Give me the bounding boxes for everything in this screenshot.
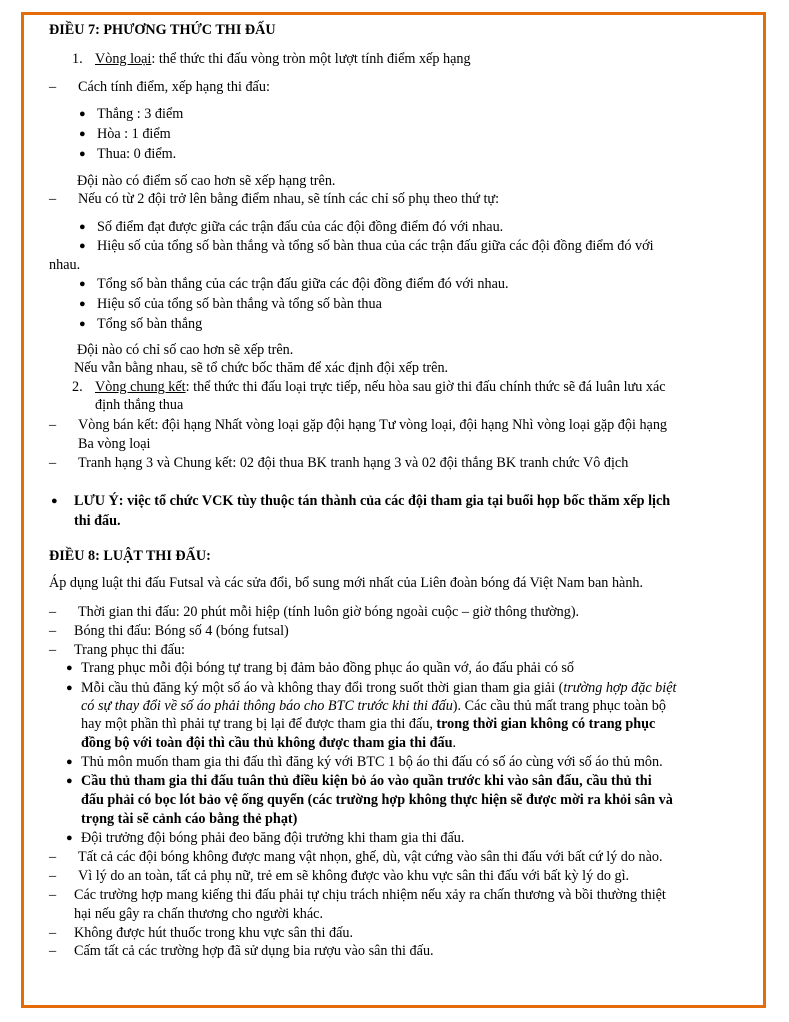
scoring-loss: Thua: 0 điểm.	[97, 146, 177, 162]
bullet-icon: ●	[51, 495, 58, 507]
bullet-icon: ●	[66, 682, 73, 694]
bullet-icon: ●	[79, 108, 86, 120]
note-text: LƯU Ý: việc tổ chức VCK tùy thuộc tán thành của các đội tham gia tại buổi họp bốc thăm xếp lịch	[74, 493, 671, 509]
bullet-icon: ●	[79, 240, 86, 252]
tie-criterion-2-cont: nhau.	[49, 257, 81, 273]
kit-rule-2-text: hay một phần thì phải tự trang bị lại để được tham gia thi đấu,	[81, 716, 437, 732]
dash-marker: –	[49, 604, 57, 620]
bullet-icon: ●	[66, 756, 73, 768]
semifinal-cont: Ba vòng loại	[78, 436, 151, 452]
kit-rule-2-line-3	[81, 715, 786, 734]
rule-glasses-cont: hại nếu gây ra chấn thương cho người khác.	[74, 906, 324, 922]
rule-alcohol: Cấm tất cả các trường hợp đã sử dụng bia rượu vào sân thi đấu.	[74, 943, 434, 959]
dash-marker: –	[49, 849, 57, 865]
article-7-heading: ĐIỀU 7: PHƯƠNG THỨC THI ĐẤU	[49, 22, 276, 38]
tie-criterion-4: Hiệu số của tổng số bàn thắng và tổng số bàn thua	[97, 296, 382, 312]
scoring-intro: Cách tính điểm, xếp hạng thi đấu:	[78, 79, 270, 95]
dash-marker: –	[49, 925, 57, 941]
final-text: Tranh hạng 3 và Chung kết: 02 đội thua BK tranh hạng 3 và 02 đội thắng BK tranh chức Vô địch	[78, 455, 629, 471]
kit-rule-4-line-3: trọng tài sẽ cảnh cáo bằng thẻ phạt)	[81, 811, 298, 827]
dash-marker: –	[49, 79, 57, 95]
bullet-icon: ●	[66, 662, 73, 674]
dash-marker: –	[49, 417, 57, 433]
item-1-text: : thể thức thi đấu vòng tròn một lượt tính điểm xếp hạng	[151, 51, 471, 67]
item-2-term: Vòng chung kết	[95, 379, 186, 395]
bullet-icon: ●	[79, 128, 86, 140]
bullet-icon: ●	[79, 318, 86, 330]
tie-intro: Nếu có từ 2 đội trở lên bằng điểm nhau, sẽ tính các chỉ số phụ theo thứ tự:	[78, 191, 500, 207]
tie-criterion-2: Hiệu số của tổng số bàn thắng và tổng số bàn thua của các trận đấu giữa các đội đồng điểm đó với	[97, 238, 654, 254]
rule-glasses: Các trường hợp mang kiếng thi đấu phải tự chịu trách nhiệm nếu xảy ra chấn thương và bồi thường thiệt	[74, 887, 666, 903]
tie-criterion-1: Số điểm đạt được giữa các trận đấu của các đội đồng điểm đó với nhau.	[97, 219, 504, 235]
kit-rule-4-line-2: đấu phải có bọc lót bảo vệ ống quyển (các trường hợp không thực hiện sẽ được mời ra khỏi sân và	[81, 792, 673, 808]
semifinal-text: Vòng bán kết: đội hạng Nhất vòng loại gặp đội hạng Tư vòng loại, đội hạng Nhì vòng loại gặp đội hạng	[78, 417, 668, 433]
match-ball: Bóng thi đấu: Bóng số 4 (bóng futsal)	[74, 623, 289, 639]
kit-rule-4-line-1: Cầu thủ tham gia thi đấu tuân thủ điều kiện bỏ áo vào quần trước khi vào sân đấu, cầu thủ thi	[81, 773, 652, 789]
article-8-intro: Áp dụng luật thi đấu Futsal và các sửa đổi, bổ sung mới nhất của Liên đoàn bóng đá Việt Nam ban hành.	[49, 575, 644, 591]
dash-marker: –	[49, 943, 57, 959]
tie-criterion-5: Tổng số bàn thắng	[97, 316, 203, 332]
scoring-note: Đội nào có điểm số cao hơn sẽ xếp hạng trên.	[77, 173, 336, 189]
kit-rule-2-text: ). Các cầu thủ mất trang phục toàn bộ	[452, 698, 666, 714]
kit-rule-2-bold: đồng bộ với toàn đội thì cầu thủ không được tham gia thi đấu	[81, 735, 453, 751]
dash-marker: –	[49, 887, 57, 903]
dash-marker: –	[49, 642, 57, 658]
rule-safety: Vì lý do an toàn, tất cả phụ nữ, trẻ em sẽ không được vào khu vực sân thi đấu với bất kỳ lý do gì.	[78, 868, 630, 884]
item-1-number: 1.	[72, 51, 83, 67]
rule-smoking: Không được hút thuốc trong khu vực sân thi đấu.	[74, 925, 354, 941]
dash-marker: –	[49, 868, 57, 884]
note-cont: thi đấu.	[74, 513, 121, 529]
kit-rule-5: Đội trưởng đội bóng phải đeo băng đội trưởng khi tham gia thi đấu.	[81, 830, 465, 846]
kit-rule-2-italic: trường hợp đặc biệt	[563, 680, 677, 696]
item-2-text: : thể thức thi đấu loại trực tiếp, nếu hòa sau giờ thi đấu chính thức sẽ đá luân lưu xác	[185, 379, 666, 395]
bullet-icon: ●	[79, 148, 86, 160]
item-2-cont: định thắng thua	[95, 397, 184, 413]
item-1-term: Vòng loại	[95, 51, 152, 67]
kit-rule-2-line-2	[81, 697, 786, 716]
kit-rule-2-text: Mỗi cầu thủ đăng ký một số áo và không thay đổi trong suốt thời gian tham gia giải (	[81, 680, 564, 696]
kit-rule-2-italic: có sự thay đổi về số áo phải thông báo cho BTC trước khi thi đấu	[81, 698, 453, 714]
kit-rule-2-text: .	[452, 735, 457, 751]
match-time: Thời gian thi đấu: 20 phút mỗi hiệp (tính luôn giờ bóng ngoài cuộc – giờ thông thường).	[78, 604, 580, 620]
kit-rule-3: Thủ môn muốn tham gia thi đấu thì đăng ký với BTC 1 bộ áo thi đấu có số áo cùng với số áo thủ môn.	[81, 754, 663, 770]
bullet-icon: ●	[66, 775, 73, 787]
tie-note-1: Đội nào có chỉ số cao hơn sẽ xếp trên.	[77, 342, 294, 358]
bullet-icon: ●	[79, 221, 86, 233]
kit-rule-1: Trang phục mỗi đội bóng tự trang bị đảm bảo đồng phục áo quần vớ, áo đấu phải có số	[81, 660, 575, 676]
rule-objects: Tất cả các đội bóng không được mang vật nhọn, ghế, dù, vật cứng vào sân thi đấu với bất cứ lý do nào.	[78, 849, 663, 865]
kit-intro: Trang phục thi đấu:	[74, 642, 185, 658]
dash-marker: –	[49, 455, 57, 471]
item-2-number: 2.	[72, 379, 83, 395]
kit-rule-2-line-1	[81, 679, 676, 698]
dash-marker: –	[49, 191, 57, 207]
tie-note-2: Nếu vẫn bằng nhau, sẽ tổ chức bốc thăm để xác định đội xếp trên.	[74, 360, 449, 376]
bullet-icon: ●	[79, 278, 86, 290]
scoring-draw: Hòa : 1 điểm	[97, 126, 171, 142]
tie-criterion-3: Tổng số bàn thắng của các trận đấu giữa các đội đồng điểm đó với nhau.	[97, 276, 509, 292]
kit-rule-2-line-4	[81, 734, 786, 753]
document-page	[21, 12, 766, 1008]
bullet-icon: ●	[66, 832, 73, 844]
kit-rule-2-bold: trong thời gian không có trang phục	[436, 716, 656, 732]
bullet-icon: ●	[79, 298, 86, 310]
dash-marker: –	[49, 623, 57, 639]
scoring-win: Thắng : 3 điểm	[97, 106, 184, 122]
article-8-heading: ĐIỀU 8: LUẬT THI ĐẤU:	[49, 548, 211, 564]
